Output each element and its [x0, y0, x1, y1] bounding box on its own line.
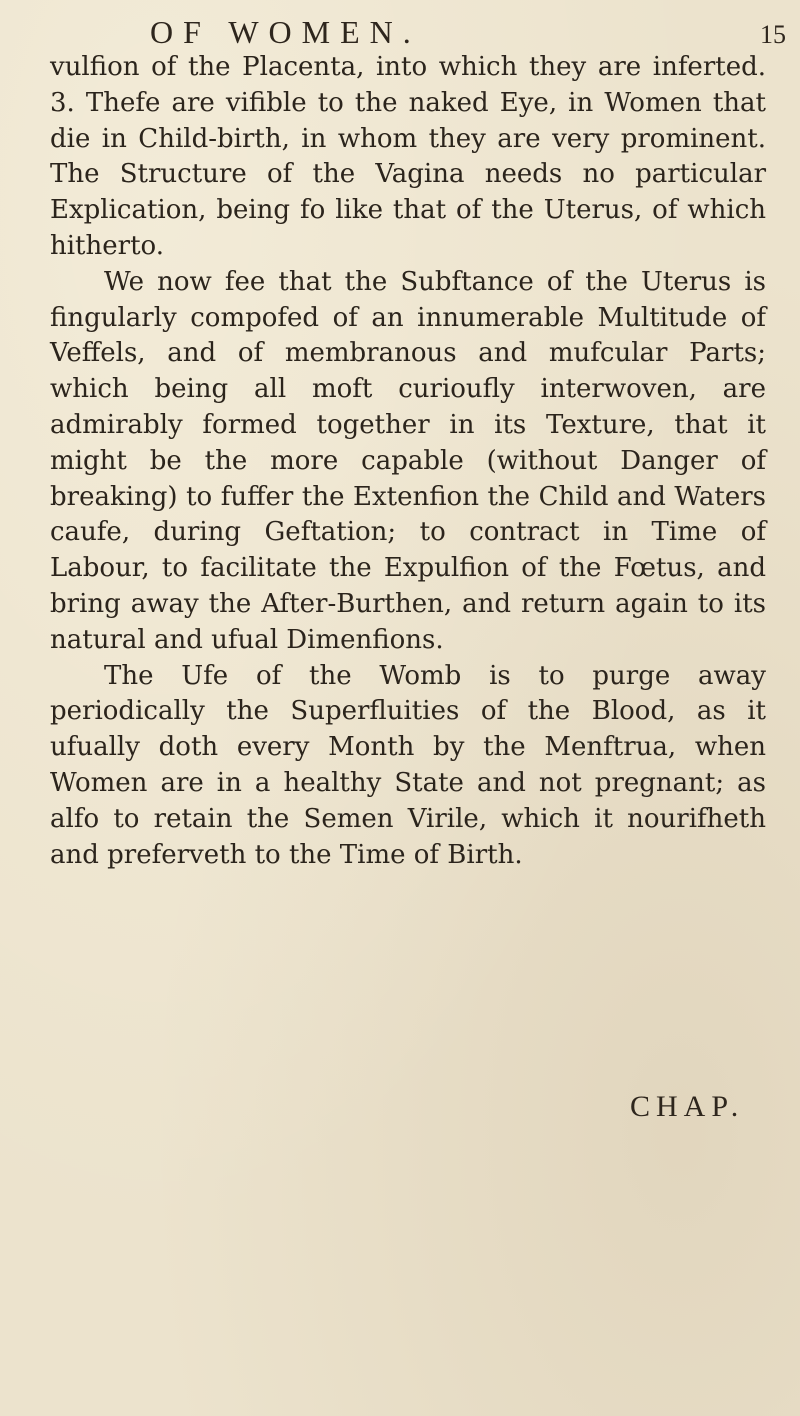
running-title: OF WOMEN. [150, 14, 421, 50]
body-text [50, 50, 766, 873]
paragraph-2: We now fee that the Subftance of the Uterus is fingularly compofed of an innumerable Multitude of Veffels, and of membranous and mufcular Parts; which being all moft curioufly interwoven, are admirably formed together in its Texture, that it might be the more capable (without Danger of breaking) to fuffer the Extenfion the Child and Waters caufe, during Geftation; to contract in Time of Labour, to facilitate the Expulfion of the Fœtus, and bring away the After-Burthen, and return again to its natural and ufual Dimenfions. [50, 266, 766, 655]
page-number: 15 [760, 20, 786, 49]
paragraph-3: The Ufe of the Womb is to purge away periodically the Superfluities of the Blood, as it ufually doth every Month by the Menftrua, when Women are in a healthy State and not pregnant; as alfo to retain the Semen Virile, which it nourifheth and preferveth to the Time of Birth. [50, 660, 766, 870]
catchword: CHAP. [630, 1090, 745, 1123]
paragraph-1: vulfion of the Placenta, into which they are inferted. 3. Thefe are vifible to the naked Eye, in Women that die in Child-birth, in whom they are very prominent. The Structure of the Vagina needs no particular Explication, being fo like that of the Uterus, of which hitherto. [50, 52, 766, 261]
